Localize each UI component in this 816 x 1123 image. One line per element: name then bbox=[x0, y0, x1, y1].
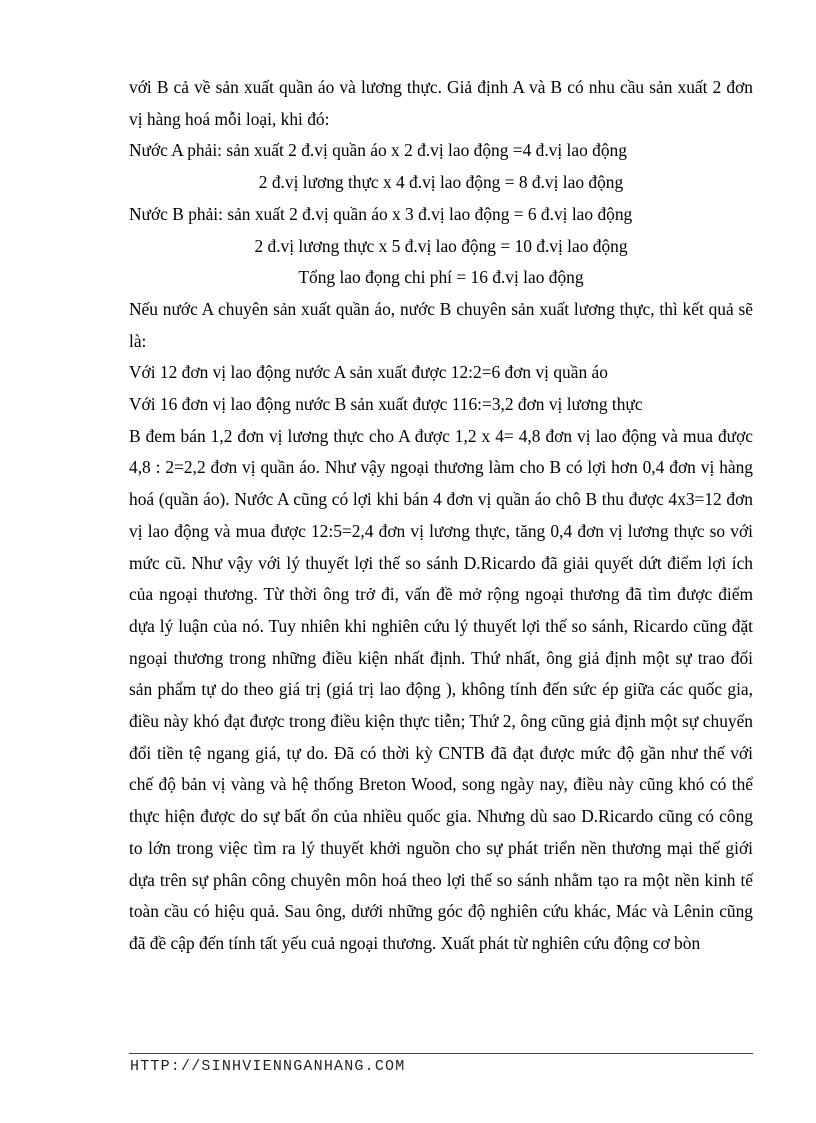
main-paragraph: B đem bán 1,2 đơn vị lương thực cho A được 1,2 x 4= 4,8 đơn vị lao động và mua được 4,8 : 2=2,2 đơn vị quần áo. Như vậy ngoại thương làm cho B có lợi hơn 0,4 đơn vị hàng hoá (quần áo). Nước A cũng có lợi khi bán 4 đơn vị quần áo chô B thu được 4x3=12 đơn vị lao động và mua được 12:5=2,4 đơn vị lương thực, tăng 0,4 đơn vị lương thực so với mức cũ. Như vậy với lý thuyết lợi thế so sánh D.Ricardo đã giải quyết dứt điểm lợi ích của ngoại thương. Từ thời ông trở đi, vấn đề mở rộng ngoại thương đã tìm được điểm dựa lý luận của nó. Tuy nhiên khi nghiên cứu lý thuyết lợi thế so sánh, Ricardo cũng đặt ngoại thương trong những điều kiện nhất định. Thứ nhất, ông giả định một sự trao đổi sản phẩm tự do theo giá trị (giá trị lao động ), không tính đến sức ép giữa các quốc gia, điều này khó đạt được trong điều kiện thực tiễn; Thứ 2, ông cũng giả định một sự chuyển đổi tiền tệ ngang giá, tự do. Đã có thời kỳ CNTB đã đạt được mức độ gần như thế với chế độ bản vị vàng và hệ thống Breton Wood, song ngày nay, điều này cũng khó có thể thực hiện được do sự bất ổn của nhiều quốc gia. Nhưng dù sao D.Ricardo cũng có công to lớn trong việc tìm ra lý thuyết khởi nguồn cho sự phát triển nền thương mại thế giới dựa trên sự phân công chuyên môn hoá theo lợi thế so sánh nhằm tạo ra một nền kinh tế toàn cầu có hiệu quả. Sau ông, dưới những góc độ nghiên cứu khác, Mác và Lênin cũng đã đề cập đến tính tất yếu cuả ngoại thương. Xuất phát từ nghiên cứu động cơ bòn bbox=[129, 425, 753, 953]
result-b-line: Với 16 đơn vị lao động nước B sản xuất được 116:=3,2 đơn vị lương thực bbox=[129, 394, 643, 415]
country-a-line-2: 2 đ.vị lương thực x 4 đ.vị lao động = 8 đ.vị lao động bbox=[258, 172, 624, 193]
total-labor-line: Tổng lao đọng chi phí = 16 đ.vị lao động bbox=[298, 267, 584, 288]
specialization-paragraph: Nếu nước A chuyên sản xuất quần áo, nước B chuyên sản xuất lương thực, thì kết quả sẽ là: bbox=[129, 298, 753, 351]
result-a-line: Với 12 đơn vị lao động nước A sản xuất được 12:2=6 đơn vị quần áo bbox=[129, 362, 608, 383]
country-b-line-1: Nước B phải: sản xuất 2 đ.vị quần áo x 3 đ.vị lao động = 6 đ.vị lao động bbox=[129, 203, 633, 224]
body-text bbox=[129, 72, 753, 960]
footer-url[interactable]: HTTP://SINHVIENNGANHANG.COM bbox=[130, 1058, 406, 1075]
country-b-line-2: 2 đ.vị lương thực x 5 đ.vị lao động = 10 đ.vị lao động bbox=[254, 235, 628, 256]
footer-divider bbox=[129, 1053, 753, 1054]
country-a-line-1: Nước A phải: sản xuất 2 đ.vị quần áo x 2 đ.vị lao động =4 đ.vị lao động bbox=[129, 140, 627, 161]
intro-paragraph: với B cả về sản xuất quần áo và lương thực. Giả định A và B có nhu cầu sản xuất 2 đơn vị hàng hoá mỗi loại, khi đó: bbox=[129, 77, 753, 129]
